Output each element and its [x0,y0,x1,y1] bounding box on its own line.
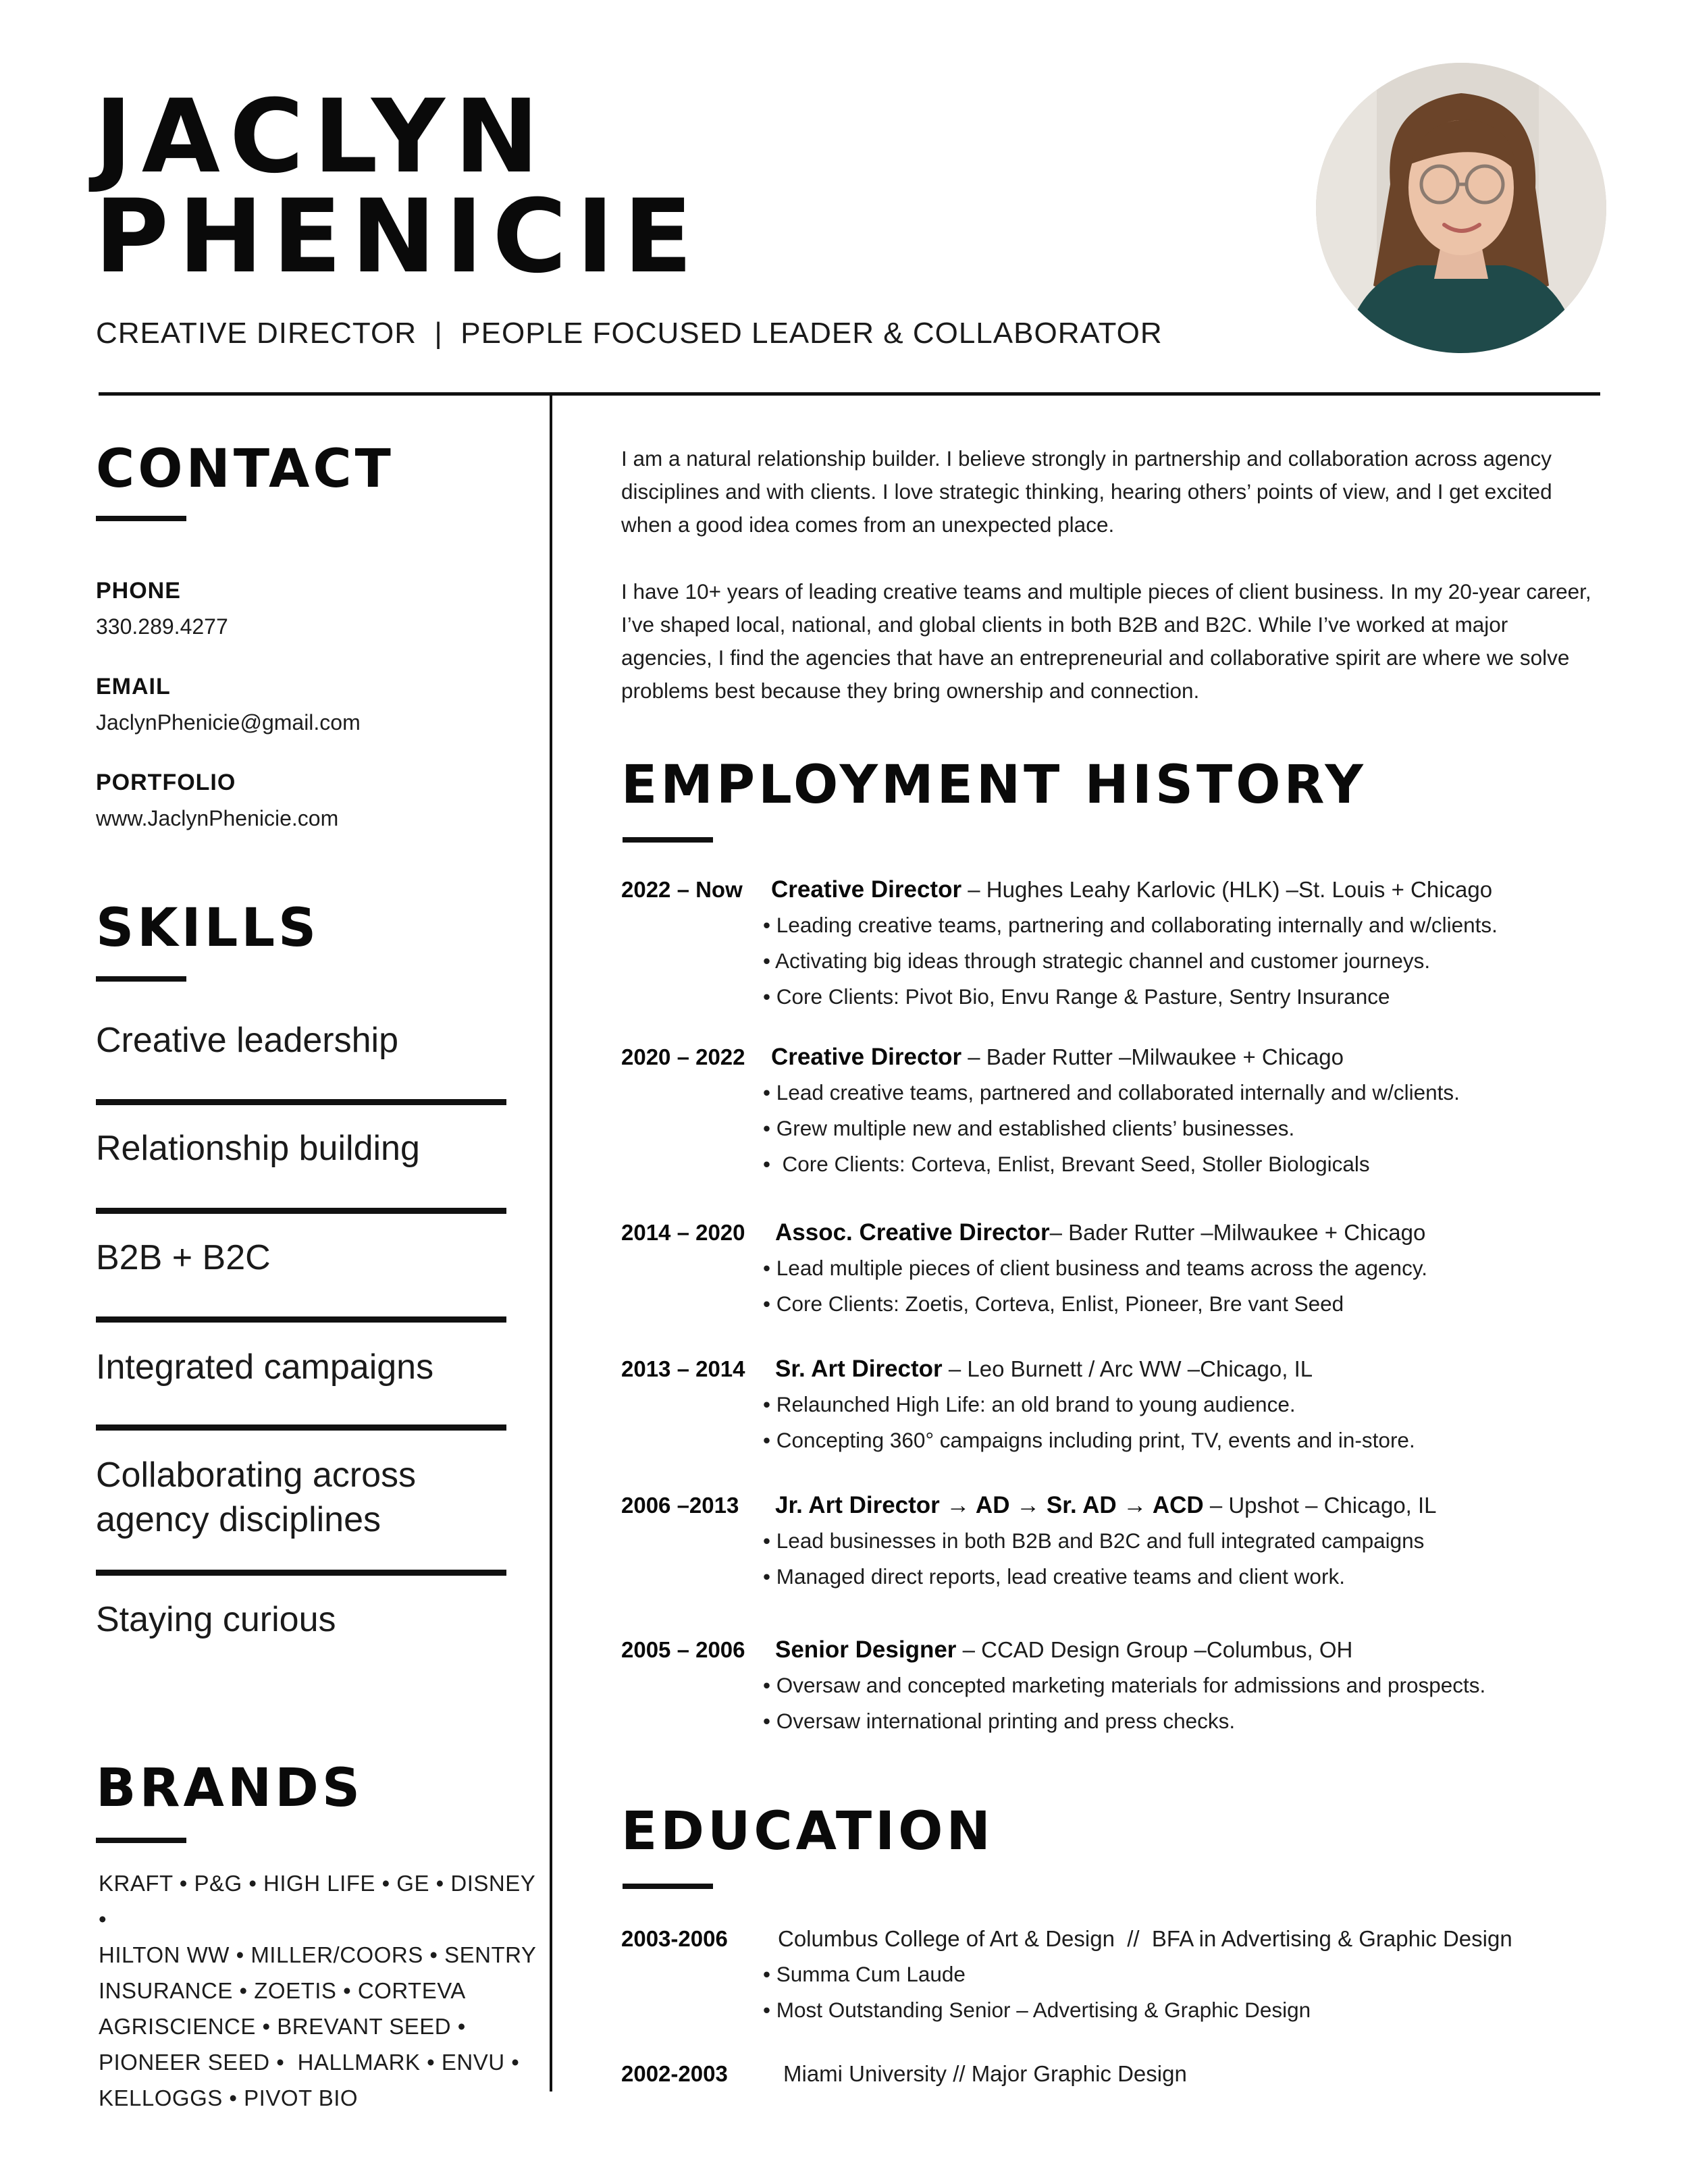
job-date: 2022 – Now [621,877,743,902]
education-header [621,1921,1600,1956]
brands-line: INSURANCE • ZOETIS • CORTEVA [99,1978,466,2003]
brands-line: KRAFT • P&G • HIGH LIFE • GE • DISNEY • [99,1871,535,1932]
job-date: 2020 – 2022 [621,1044,745,1069]
last-name: PHENICIE [95,178,702,296]
job-header [621,1488,1600,1523]
brands-list [99,1865,537,2116]
brands-heading-underline [96,1838,186,1843]
education-date: 2003-2006 [621,1926,728,1951]
education-entry [621,1921,1600,2028]
skills-heading-underline [96,976,186,982]
job-company: – CCAD Design Group –Columbus, OH [956,1637,1353,1662]
job-bullet: • Leading creative teams, partnering and collaborating internally and w/clients. [763,913,1498,937]
education-heading: EDUCATION [621,1801,994,1862]
phone-value: 330.289.4277 [96,614,228,639]
job-header [621,1040,1600,1075]
job-company: – Leo Burnett / Arc WW –Chicago, IL [942,1356,1313,1381]
education-bullet: • Summa Cum Laude [763,1962,966,1986]
skill-item: Integrated campaigns [96,1348,434,1387]
education-bullet: • Most Outstanding Senior – Advertising & Graphic Design [763,1998,1311,2022]
job-bullet: • Oversaw and concepted marketing materials for admissions and prospects. [763,1673,1486,1697]
profile-photo-illustration [1316,63,1606,353]
skill-item: Staying curious [96,1600,336,1639]
skill-item: B2B + B2C [96,1238,271,1277]
brands-heading: BRANDS [96,1758,364,1819]
job-bullet: • Concepting 360° campaigns including print, TV, events and in-store. [763,1428,1415,1452]
job-bullet: • Relaunched High Life: an old brand to young audience. [763,1392,1296,1416]
education-header [621,2056,1600,2092]
job-title: Sr. Art Director [775,1356,943,1382]
header-divider [99,392,1600,396]
job-company: – Bader Rutter –Milwaukee + Chicago [1049,1220,1426,1245]
job-bullet: • Oversaw international printing and press checks. [763,1709,1236,1733]
brands-line: PIONEER SEED • HALLMARK • ENVU • [99,2050,520,2075]
first-name: JACLYN [95,78,549,196]
portfolio-label: PORTFOLIO [96,770,236,795]
education-detail: Columbus College of Art & Design // BFA in Advertising & Graphic Design [778,1926,1512,1951]
job-bullet: • Managed direct reports, lead creative teams and client work. [763,1564,1345,1589]
job-title: Creative Director [771,1044,962,1070]
job-entry [621,1352,1600,1458]
email-label: EMAIL [96,674,171,699]
brands-line: AGRISCIENCE • BREVANT SEED • [99,2014,466,2039]
job-subtitle: CREATIVE DIRECTOR | PEOPLE FOCUSED LEADER & COLLABORATOR [96,317,1163,350]
job-date: 2006 –2013 [621,1493,739,1518]
job-entry [621,872,1600,1015]
job-date: 2013 – 2014 [621,1356,745,1381]
portfolio-value: www.JaclynPhenicie.com [96,806,339,830]
job-header [621,1215,1600,1250]
job-bullet: • Grew multiple new and established clients’ businesses. [763,1116,1295,1140]
education-heading-underline [623,1884,713,1889]
skills-heading: SKILLS [96,898,320,959]
brands-line: HILTON WW • MILLER/COORS • SENTRY [99,1942,537,1967]
job-header [621,1352,1600,1387]
brands-line: KELLOGGS • PIVOT BIO [99,2085,359,2110]
job-bullet: • Core Clients: Pivot Bio, Envu Range & Pasture, Sentry Insurance [763,984,1390,1009]
skill-divider [96,1316,506,1323]
job-date: 2014 – 2020 [621,1220,745,1245]
job-bullet: • Lead multiple pieces of client business and teams across the agency. [763,1256,1427,1280]
job-entry [621,1632,1600,1739]
intro-paragraph-1: I am a natural relationship builder. I believe strongly in partnership and collaboration across agency disciplines and with clients. I love strategic thinking, hearing others’ points of view, and I get excited when a good idea comes from an unexpected place. [621,446,1552,537]
job-header [621,872,1600,907]
skill-divider [96,1570,506,1576]
job-entry [621,1488,1600,1595]
skill-item: Creative leadership [96,1021,399,1060]
employment-heading-underline [623,837,713,843]
job-bullet: • Lead creative teams, partnered and collaborated internally and w/clients. [763,1080,1460,1104]
employment-heading: EMPLOYMENT HISTORY [621,755,1367,816]
job-header [621,1632,1600,1668]
job-company: – Bader Rutter –Milwaukee + Chicago [961,1044,1344,1069]
education-date: 2002-2003 [621,2061,728,2086]
email-value: JaclynPhenicie@gmail.com [96,710,361,735]
job-bullet: • Core Clients: Zoetis, Corteva, Enlist, Pioneer, Bre vant Seed [763,1291,1344,1316]
education-entry [621,2056,1600,2092]
contact-heading-underline [96,516,186,521]
job-bullet: • Core Clients: Corteva, Enlist, Brevant Seed, Stoller Biologicals [763,1152,1370,1176]
skill-item: Relationship building [96,1129,420,1168]
job-entry [621,1040,1600,1182]
job-bullet: • Lead businesses in both B2B and B2C and full integrated campaigns [763,1528,1425,1553]
job-title: Assoc. Creative Director [775,1219,1050,1246]
skill-divider [96,1208,506,1214]
job-company: – Upshot – Chicago, IL [1203,1493,1437,1518]
skill-divider [96,1099,506,1105]
job-title: Senior Designer [775,1636,957,1663]
education-detail: Miami University // Major Graphic Design [783,2061,1187,2086]
job-title: Jr. Art Director → AD → Sr. AD → ACD [775,1492,1204,1518]
phone-label: PHONE [96,578,181,604]
skill-item: Collaborating across agency disciplines [96,1456,417,1539]
profile-photo [1316,63,1606,353]
job-company: – Hughes Leahy Karlovic (HLK) –St. Louis + Chicago [961,877,1493,902]
column-divider [550,396,552,2092]
job-title: Creative Director [771,876,962,903]
job-date: 2005 – 2006 [621,1637,745,1662]
job-entry [621,1215,1600,1322]
job-bullet: • Activating big ideas through strategic channel and customer journeys. [763,949,1431,973]
intro-paragraph-2: I have 10+ years of leading creative teams and multiple pieces of client business. In my 20-year career, I’ve shaped local, national, and global clients in both B2B and B2C. While I’ve worked at major agencies, I find the agencies that have an entrepreneurial and collaborative spirit are where we solve problems best because they bring ownership and connection. [621,579,1591,703]
skill-divider [96,1424,506,1431]
contact-heading: CONTACT [96,439,394,500]
